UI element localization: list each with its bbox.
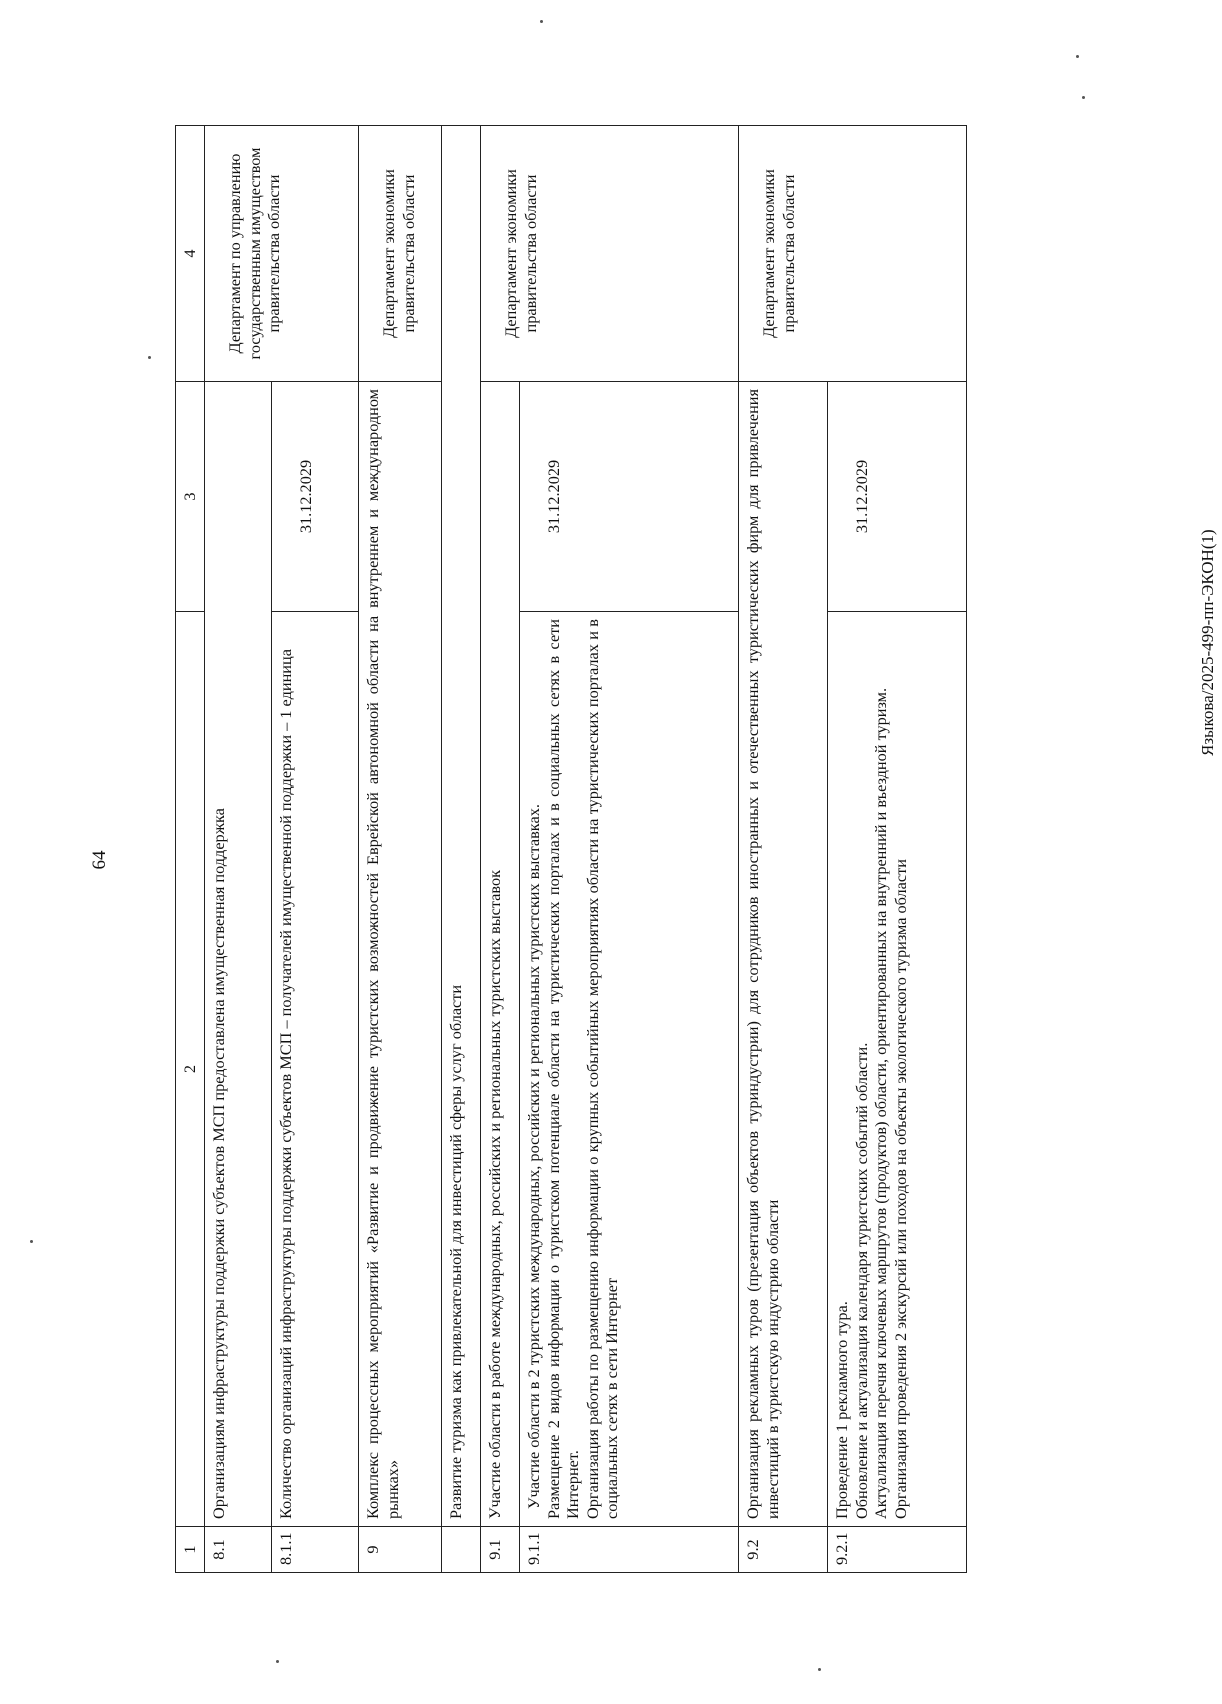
row-number: 9.2 xyxy=(739,1527,828,1573)
table-row xyxy=(359,126,442,1573)
description-line: Обновление и актуализация календаря туристских событий области. xyxy=(851,1042,871,1519)
row-number: 8.1.1 xyxy=(272,1527,359,1573)
scan-speck xyxy=(1082,96,1085,99)
deadline-date: 31.12.2029 xyxy=(272,382,359,612)
row-description xyxy=(520,612,739,1527)
deadline-date: 31.12.2029 xyxy=(520,382,739,612)
row-description: Комплекс процессных мероприятий «Развитие и продвижение туристских возможностей Еврейской автономной области на внутреннем и международном рынках» xyxy=(359,382,442,1527)
table-header-row xyxy=(176,126,205,1573)
table-row xyxy=(205,126,272,1573)
row-number xyxy=(442,1527,481,1573)
row-description: Организация рекламных туров (презентация объектов туриндустрии) для сотрудников иностранных и отечественных туристических фирм для привлечения инвестиций в туристскую индустрию области xyxy=(739,382,828,1527)
description-line: Организация проведения 2 экскурсий или походов на объекты экологического туризма области xyxy=(890,859,910,1519)
header-cell-col1: 1 xyxy=(176,1527,205,1573)
row-number: 9 xyxy=(359,1527,442,1573)
row-description: Участие области в работе международных, российских и региональных туристских выставок xyxy=(481,382,520,1527)
description-line: Участие области в 2 туристских международных, российских и региональных туристских выставках. xyxy=(524,804,543,1509)
description-line: Проведение 1 рекламного тура. xyxy=(832,1301,851,1519)
rotated-table-container xyxy=(175,125,995,1573)
table-row xyxy=(481,126,520,1573)
scan-speck xyxy=(148,356,151,359)
scan-speck xyxy=(1076,55,1079,58)
row-number: 9.1 xyxy=(481,1527,520,1573)
responsible-department: Департамент экономики правительства области xyxy=(481,126,739,382)
page-number: 64 xyxy=(89,850,110,870)
row-description: Организациям инфраструктуры поддержки субъектов МСП предоставлена имущественная поддержка xyxy=(205,382,272,1527)
document-reference-code: Языкова/2025-499-пп-ЭКОН(1) xyxy=(1198,529,1217,756)
row-number: 9.1.1 xyxy=(520,1527,739,1573)
section-heading-row xyxy=(442,126,481,1573)
responsible-department: Департамент экономики правительства области xyxy=(359,126,442,382)
scan-speck xyxy=(540,20,543,23)
description-line: Актуализация перечня ключевых маршрутов (продуктов) области, ориентированных на внутренний и въездной туризм. xyxy=(871,687,891,1519)
row-number: 8.1 xyxy=(205,1527,272,1573)
activity-plan-table xyxy=(175,125,967,1573)
row-description xyxy=(828,612,967,1527)
scan-speck xyxy=(818,1668,821,1671)
scan-speck xyxy=(276,1660,279,1663)
responsible-department: Департамент по управлению государственным имуществом правительства области xyxy=(205,126,359,382)
row-number: 9.2.1 xyxy=(828,1527,967,1573)
description-line: Размещение 2 видов информации о туристском потенциале области на туристических порталах и в социальных сетях в сети Интернет. xyxy=(543,619,583,1519)
header-cell-col2: 2 xyxy=(176,612,205,1527)
header-cell-col3: 3 xyxy=(176,382,205,612)
table-row xyxy=(739,126,828,1573)
scan-speck xyxy=(30,1240,33,1243)
responsible-department: Департамент экономики правительства области xyxy=(739,126,967,382)
description-line: Организация работы по размещению информации о крупных событийных мероприятиях области на туристических порталах и в социальных сетях в сети Интернет xyxy=(582,619,622,1519)
section-heading: Развитие туризма как привлекательной для инвестиций сферы услуг области xyxy=(442,126,481,1527)
row-description: Количество организаций инфраструктуры поддержки субъектов МСП – получателей имущественной поддержки – 1 единица xyxy=(272,612,359,1527)
header-cell-col4: 4 xyxy=(176,126,205,382)
deadline-date: 31.12.2029 xyxy=(828,382,967,612)
